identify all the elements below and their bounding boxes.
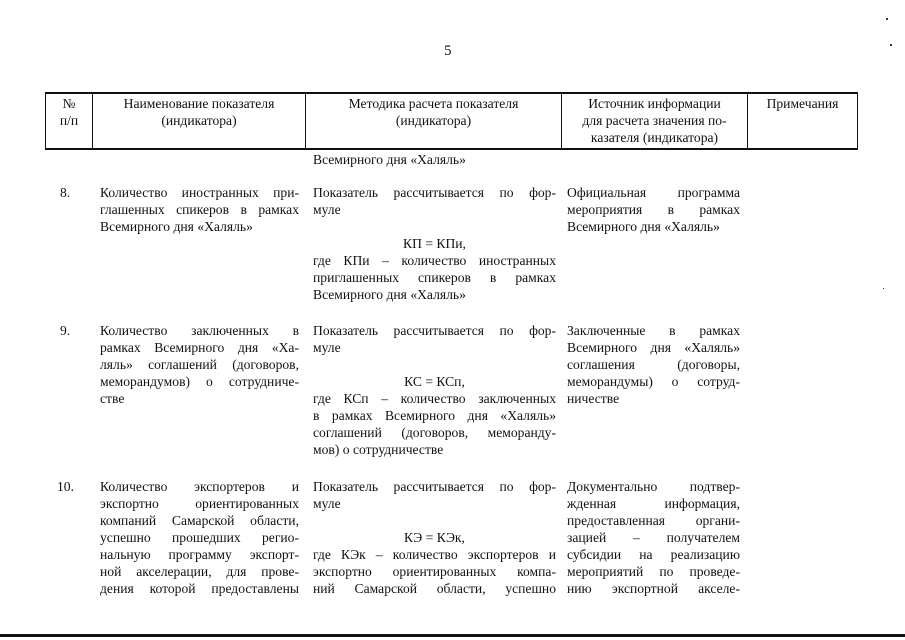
page-bottom-edge <box>0 634 905 637</box>
row-number: 9. <box>60 323 71 338</box>
row-formula: КЭ = КЭк, <box>404 530 465 545</box>
row-source: Документально подтвер- жденная информация, предоставленная органи- зацией – получателем субсидии на реализацию мероприятий по проведе- нию экспортной акселе- <box>567 479 740 596</box>
carryover-text: Всемирного дня «Халяль» <box>313 152 466 167</box>
page-number: 5 <box>444 43 452 59</box>
row-formula: КП = КПи, <box>403 236 466 251</box>
row-indicator-name: Количество иностранных при- глашенных спикеров в рамках Всемирного дня «Халяль» <box>100 185 299 234</box>
scan-speck <box>883 288 884 289</box>
row-method: Показатель рассчитывается по фор- муле КС = КСп, где КСп – количество заключенных в рамках Всемирного дня «Халяль» соглашений (договоров, меморанду- мов) о сотрудничестве <box>313 323 556 457</box>
row-indicator-name: Количество заключенных в рамках Всемирного дня «Ха- ляль» соглашений (договоров, меморандумов) о сотрудниче- стве <box>100 323 299 406</box>
row-indicator-name: Количество экспортеров и экспортно ориентированных компаний Самарской области, успешно прошедших регио- нальную программу экспорт- ной акселерации, для прове- дения которой предоставлены <box>100 479 299 596</box>
scan-speck <box>890 44 892 46</box>
header-num: № п/п <box>59 96 79 128</box>
header-method: Методика расчета показателя (индикатора) <box>348 96 519 128</box>
row-method: Показатель рассчитывается по фор- муле КП = КПи, где КПи – количество иностранных приглашенных спикеров в рамках Всемирного дня «Халяль» <box>313 185 556 302</box>
header-source: Источник информации для расчета значения по- казателя (индикатора) <box>582 96 727 145</box>
header-notes: Примечания <box>766 96 839 111</box>
row-source: Официальная программа мероприятия в рамках Всемирного дня «Халяль» <box>567 185 740 234</box>
scan-speck <box>886 18 888 20</box>
row-number: 8. <box>60 185 71 200</box>
row-number: 10. <box>57 479 74 494</box>
row-method: Показатель рассчитывается по фор- муле КЭ = КЭк, где КЭк – количество экспортеров и экспортно ориентированных компа- ний Самарской области, успешно <box>313 479 556 596</box>
table-top-border <box>45 92 858 94</box>
row-formula: КС = КСп, <box>404 374 465 389</box>
row-source: Заключенные в рамках Всемирного дня «Халяль» соглашения (договоры, меморандумы) о сотруд- ничестве <box>567 323 740 406</box>
table-header-border <box>45 148 858 150</box>
table-vline <box>857 92 858 149</box>
header-name: Наименование показателя (индикатора) <box>123 96 275 128</box>
